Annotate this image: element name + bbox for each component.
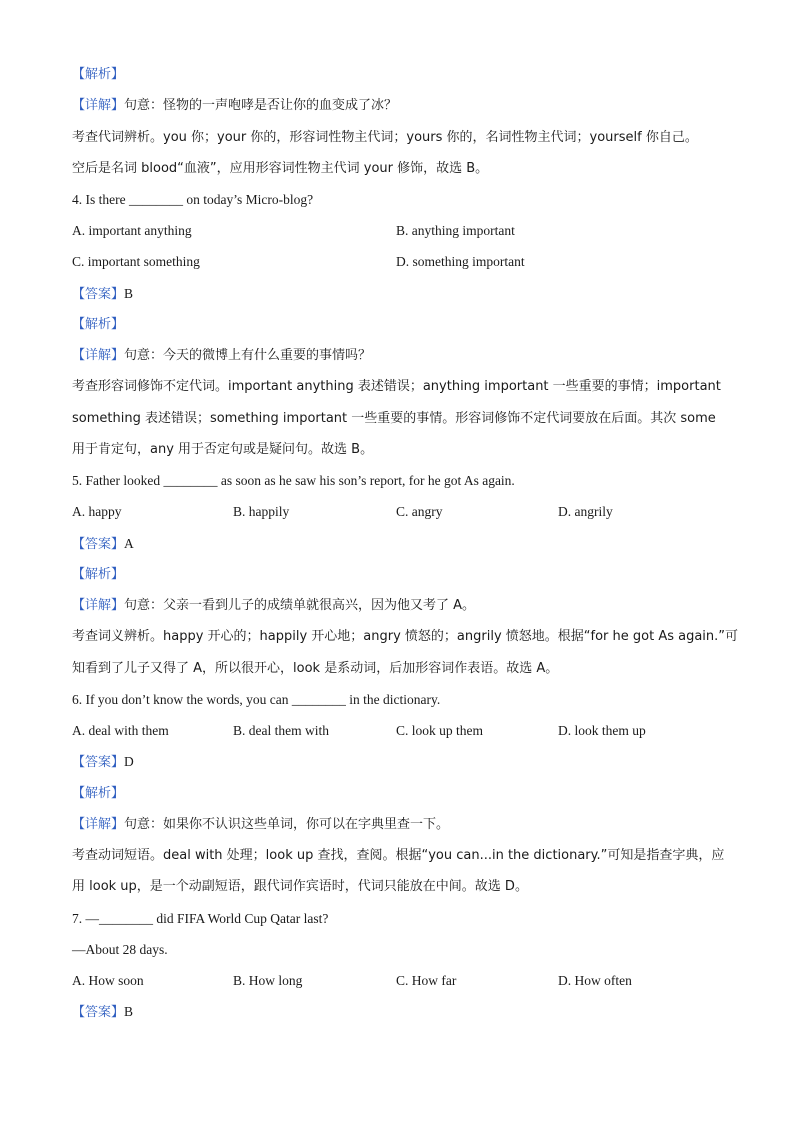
option-b: B. anything important — [396, 223, 515, 238]
detail-text: 句意：今天的微博上有什么重要的事情吗？ — [124, 348, 372, 363]
answer-tag: 【答案】 — [72, 537, 125, 552]
detail-text: 句意：怪物的一声咆哮是否让你的血变成了冰？ — [124, 98, 398, 113]
analysis-heading: 【解析】 — [72, 67, 125, 82]
question-stem: 5. Father looked ________ as soon as he saw his son’s report, for he got As again. — [72, 473, 515, 488]
option-d: D. How often — [558, 973, 632, 988]
detail-line — [72, 816, 449, 834]
answer-line — [72, 535, 134, 554]
answer-value: D — [124, 754, 134, 769]
option-b: B. How long — [233, 973, 303, 988]
analysis-heading: 【解析】 — [72, 317, 125, 332]
option-a: A. How soon — [72, 973, 144, 988]
explanation-line: 考查形容词修饰不定代词。important anything 表述错误；anything important 一些重要的事情；important — [72, 379, 721, 394]
answer-line — [72, 285, 133, 304]
explanation-line: something 表述错误；something important 一些重要的事情。形容词修饰不定代词要放在后面。其次 some — [72, 411, 716, 426]
detail-tag: 【详解】 — [72, 348, 125, 363]
detail-text: 句意：父亲一看到儿子的成绩单就很高兴，因为他又考了 A。 — [124, 598, 476, 613]
option-a: A. important anything — [72, 223, 192, 238]
detail-tag: 【详解】 — [72, 817, 125, 832]
option-c: C. How far — [396, 973, 457, 988]
analysis-heading: 【解析】 — [72, 786, 125, 801]
detail-tag: 【详解】 — [72, 598, 125, 613]
answer-tag: 【答案】 — [72, 1005, 125, 1020]
answer-tag: 【答案】 — [72, 287, 125, 302]
explanation-line: 考查动词短语。deal with 处理；look up 查找，查阅。根据“you can...in the dictionary.”可知是指查字典，应 — [72, 848, 725, 863]
option-b: B. deal them with — [233, 723, 329, 738]
question-stem: 4. Is there ________ on today’s Micro-blog? — [72, 192, 314, 207]
detail-tag: 【详解】 — [72, 98, 125, 113]
answer-line — [72, 753, 134, 772]
explanation-line: 用 look up，是一个动副短语，跟代词作宾语时，代词只能放在中间。故选 D。 — [72, 879, 528, 894]
analysis-heading: 【解析】 — [72, 567, 125, 582]
question-stem: 7. —________ did FIFA World Cup Qatar last? — [72, 911, 329, 926]
answer-value: A — [124, 536, 134, 551]
answer-value: B — [124, 286, 134, 301]
option-d: D. something important — [396, 254, 525, 269]
option-d: D. angrily — [558, 504, 613, 519]
option-c: C. look up them — [396, 723, 483, 738]
explanation-line: 考查代词辨析。you 你；your 你的，形容词性物主代词；yours 你的，名词性物主代词；yourself 你自己。 — [72, 130, 698, 145]
answer-value: B — [124, 1004, 134, 1019]
detail-line — [72, 597, 475, 615]
option-b: B. happily — [233, 504, 290, 519]
option-d: D. look them up — [558, 723, 646, 738]
option-a: A. deal with them — [72, 723, 169, 738]
explanation-line: 知看到了儿子又得了 A，所以很开心，look 是系动词，后加形容词作表语。故选 A。 — [72, 661, 559, 676]
detail-line — [72, 347, 371, 365]
detail-line — [72, 97, 397, 115]
option-c: C. angry — [396, 504, 443, 519]
explanation-line: 空后是名词 blood“血液”，应用形容词性物主代词 your 修饰，故选 B。 — [72, 161, 489, 176]
option-a: A. happy — [72, 504, 122, 519]
dialogue-reply: —About 28 days. — [72, 942, 168, 957]
answer-tag: 【答案】 — [72, 755, 125, 770]
detail-text: 句意：如果你不认识这些单词，你可以在字典里查一下。 — [124, 817, 450, 832]
explanation-line: 用于肯定句，any 用于否定句或是疑问句。故选 B。 — [72, 442, 374, 457]
answer-line — [72, 1003, 133, 1022]
question-stem: 6. If you don’t know the words, you can ________ in the dictionary. — [72, 692, 441, 707]
option-c: C. important something — [72, 254, 200, 269]
explanation-line: 考查词义辨析。happy 开心的；happily 开心地；angry 愤怒的；angrily 愤怒地。根据“for he got As again.”可 — [72, 629, 739, 644]
